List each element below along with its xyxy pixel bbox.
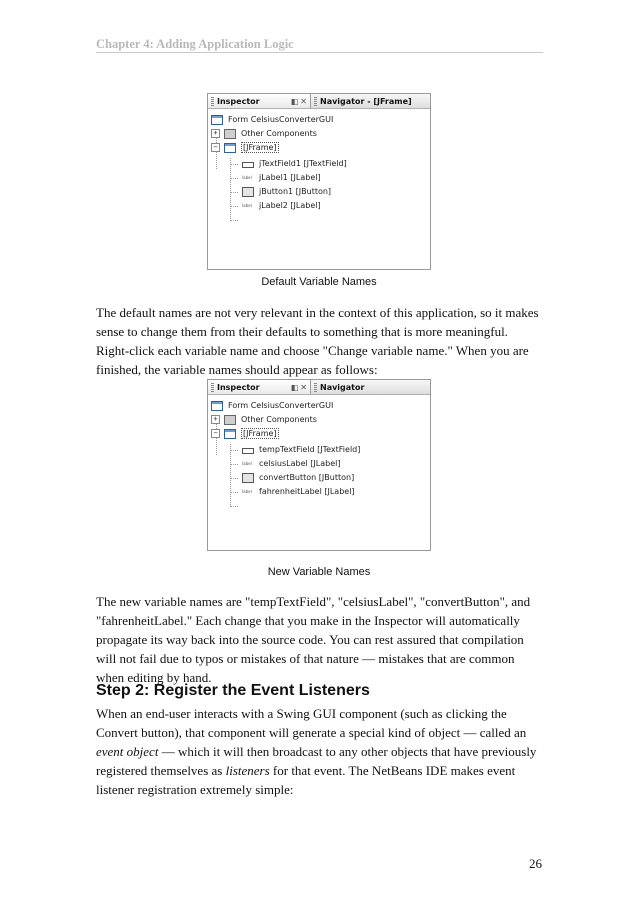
tree-node-label: [JFrame] xyxy=(243,143,277,152)
frame-icon xyxy=(224,429,236,439)
tree-node-child[interactable] xyxy=(242,485,355,498)
tree-node-child[interactable] xyxy=(242,199,321,212)
tab-navigator-label: Navigator xyxy=(320,382,365,392)
tree-node-child[interactable] xyxy=(242,471,354,484)
tree-node-jframe[interactable] xyxy=(211,427,279,440)
tab-inspector[interactable] xyxy=(208,94,311,108)
inspector-panel-renamed xyxy=(207,379,431,551)
components-icon xyxy=(224,129,236,139)
grip-icon xyxy=(314,383,317,392)
form-icon xyxy=(211,401,223,411)
button-icon xyxy=(242,473,254,483)
tree-node-child[interactable] xyxy=(242,457,340,470)
chapter-header: Chapter 4: Adding Application Logic xyxy=(96,37,294,51)
tab-inspector[interactable] xyxy=(208,380,311,394)
tree-node-child[interactable] xyxy=(242,443,360,456)
label-icon: label xyxy=(242,461,252,466)
tab-navigator[interactable] xyxy=(311,94,430,108)
minimize-icon[interactable]: ◧ xyxy=(290,96,299,106)
tab-inspector-label: Inspector xyxy=(217,96,260,106)
collapse-icon[interactable]: − xyxy=(211,429,220,438)
close-icon[interactable]: ✕ xyxy=(300,96,307,106)
tree-node-label: jLabel2 [JLabel] xyxy=(259,201,321,210)
tree-node-other-components[interactable] xyxy=(211,413,317,426)
close-icon[interactable]: ✕ xyxy=(300,382,307,392)
panel-tabbar xyxy=(208,94,430,109)
tree-node-label: jLabel1 [JLabel] xyxy=(259,173,321,182)
term-event-object: event object xyxy=(96,744,159,759)
tree-node-other-components[interactable] xyxy=(211,127,317,140)
tab-inspector-label: Inspector xyxy=(217,382,260,392)
tree-node-label: fahrenheitLabel [JLabel] xyxy=(259,487,355,496)
tree-node-label: Other Components xyxy=(241,129,317,138)
expand-icon[interactable]: + xyxy=(211,415,220,424)
textfield-icon xyxy=(242,448,254,454)
label-icon: label xyxy=(242,175,252,180)
label-icon: label xyxy=(242,489,252,494)
collapse-icon[interactable]: − xyxy=(211,143,220,152)
header-rule xyxy=(96,52,543,53)
form-icon xyxy=(211,115,223,125)
label-icon: label xyxy=(242,203,252,208)
inspector-panel-default xyxy=(207,93,431,270)
tree-node-form[interactable] xyxy=(211,399,333,412)
tree-node-label: Form CelsiusConverterGUI xyxy=(228,401,334,410)
tree-node-label: Form CelsiusConverterGUI xyxy=(228,115,334,124)
grip-icon xyxy=(211,97,214,106)
grip-icon xyxy=(314,97,317,106)
section-heading: Step 2: Register the Event Listeners xyxy=(96,682,370,699)
tree-node-label: celsiusLabel [JLabel] xyxy=(259,459,341,468)
components-icon xyxy=(224,415,236,425)
paragraph: The new variable names are "tempTextField", "celsiusLabel", "convertButton", and "fahrenheitLabel." Each change that you make in the Inspector will automatically propagate its way back into the source code. You can rest assured that compilation will not fail due to typos or mistakes of that nature — mistakes that are common when editing by hand. xyxy=(96,594,531,685)
tree-node-label: [JFrame] xyxy=(243,429,277,438)
term-listeners: listeners xyxy=(225,763,270,778)
paragraph: When an end-user interacts with a Swing GUI component (such as clicking the Convert button), that component will generate a special kind of object — called an event object — which it will then broadcast to any other objects that have previously registered themselves as listeners for that event. The NetBeans IDE makes event listener registration extremely simple: xyxy=(96,706,537,797)
button-icon xyxy=(242,187,254,197)
tree-node-label: convertButton [JButton] xyxy=(259,473,355,482)
tree-node-label: jButton1 [JButton] xyxy=(259,187,332,196)
tree-node-label: tempTextField [JTextField] xyxy=(259,445,361,454)
grip-icon xyxy=(211,383,214,392)
textfield-icon xyxy=(242,162,254,168)
tree-node-jframe[interactable] xyxy=(211,141,279,154)
panel-tabbar xyxy=(208,380,430,395)
figure-caption: Default Variable Names xyxy=(261,276,377,288)
frame-icon xyxy=(224,143,236,153)
tree-node-child[interactable] xyxy=(242,157,347,170)
expand-icon[interactable]: + xyxy=(211,129,220,138)
minimize-icon[interactable]: ◧ xyxy=(290,382,299,392)
paragraph: The default names are not very relevant in the context of this application, so it makes sense to change them from their defaults to something that is more meaningful. Right-click each variable name and choose "Change variable name." When you are finished, the variable names should appear as follows: xyxy=(96,305,539,377)
tree-node-child[interactable] xyxy=(242,171,321,184)
figure-caption: New Variable Names xyxy=(267,566,371,578)
tab-navigator[interactable] xyxy=(311,380,430,394)
tree-node-label: Other Components xyxy=(241,415,317,424)
tree-node-form[interactable] xyxy=(211,113,333,126)
tab-navigator-label: Navigator - [JFrame] xyxy=(320,96,412,106)
page-number: 26 xyxy=(529,856,542,871)
tree-node-label: jTextField1 [JTextField] xyxy=(259,159,347,168)
tree-node-child[interactable] xyxy=(242,185,331,198)
